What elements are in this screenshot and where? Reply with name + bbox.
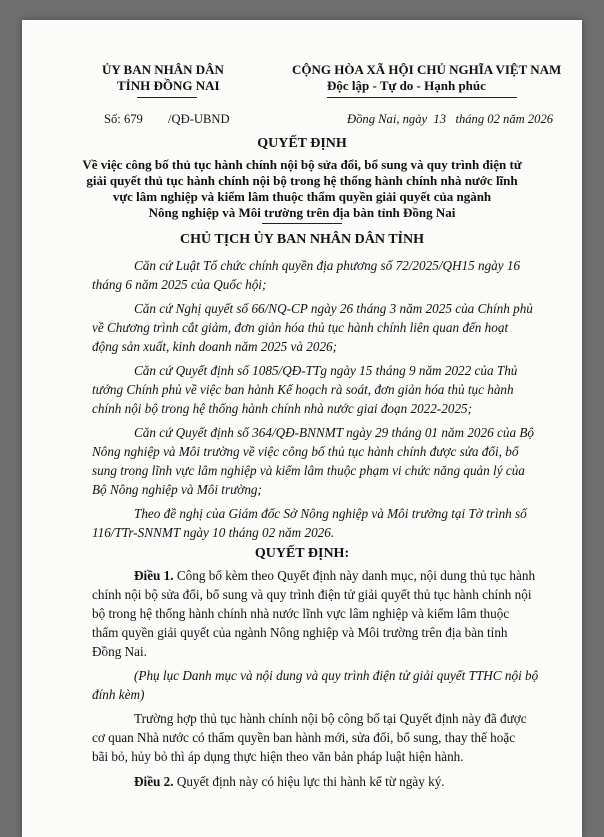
transition-line-1: Trường hợp thủ tục hành chính nội bộ công bố tại Quyết định này đã được — [134, 711, 527, 726]
basis-1-line-1: Căn cứ Luật Tổ chức chính quyền địa phương số 72/2025/QH15 ngày 16 — [134, 258, 521, 273]
doc-number — [104, 112, 230, 127]
subject-line-2: giải quyết thủ tục hành chính nội bộ trong hệ thống hành chính nhà nước lĩnh — [86, 173, 518, 188]
basis-4-line-3: sung trong lĩnh vực lâm nghiệp và kiểm lâm thuộc phạm vi chức năng quản lý của — [92, 463, 525, 478]
appendix-note-line-2: đính kèm) — [92, 687, 145, 702]
agency-underline — [137, 97, 197, 98]
decision-heading: QUYẾT ĐỊNH: — [254, 546, 350, 561]
basis-5-line-1: Theo đề nghị của Giám đốc Sở Nông nghiệp và Môi trường tại Tờ trình số — [134, 506, 527, 521]
article-1-line-3: bộ trong hệ thống hành chính nhà nước lĩnh vực lâm nghiệp và kiểm lâm thuộc — [92, 606, 510, 621]
basis-2-line-1: Căn cứ Nghị quyết số 66/NQ-CP ngày 26 tháng 3 năm 2025 của Chính phủ — [134, 301, 533, 316]
agency-line2: TỈNH ĐỒNG NAI — [117, 78, 220, 93]
basis-2-line-2: về Chương trình cắt giảm, đơn giản hóa thủ tục hành chính liên quan đến hoạt — [92, 320, 509, 335]
basis-2-line-3: động sản xuất, kinh doanh năm 2025 và 2026; — [92, 339, 338, 354]
basis-4-line-1: Căn cứ Quyết định số 364/QĐ-BNNMT ngày 29 tháng 01 năm 2026 của Bộ — [134, 425, 534, 440]
subject-line-4: Nông nghiệp và Môi trường trên địa bàn tỉnh Đồng Nai — [148, 205, 456, 220]
article-1-text: Công bố kèm theo Quyết định này danh mục, nội dung thủ tục hành — [173, 568, 536, 583]
subject-underline — [262, 223, 342, 224]
date-line: Đồng Nai, ngày 13 tháng 02 năm 2026 — [347, 112, 554, 126]
transition-line-3: bãi bỏ, hủy bỏ thì áp dụng thực hiện theo văn bản pháp luật hiện hành. — [92, 749, 464, 764]
motto-underline — [327, 97, 517, 98]
nation-name: CỘNG HÒA XÃ HỘI CHỦ NGHĨA VIỆT NAM — [292, 62, 562, 77]
appendix-note-line-1: (Phụ lục Danh mục và nội dung và quy trình điện tử giải quyết TTHC nội bộ — [134, 668, 539, 683]
decision-title: QUYẾT ĐỊNH — [257, 136, 347, 151]
article-1-line-4: thẩm quyền giải quyết của ngành Nông nghiệp và Môi trường trên địa bàn tỉnh — [92, 625, 508, 640]
article-2-label: Điều 2. — [134, 774, 174, 789]
article-1-line-2: chính nội bộ sửa đổi, bổ sung và quy trình điện tử giải quyết thủ tục hành chính nội — [92, 587, 532, 602]
subject-line-3: vực lâm nghiệp và kiểm lâm thuộc thẩm quyền giải quyết của ngành — [112, 189, 492, 204]
transition-line-2: cơ quan Nhà nước có thẩm quyền ban hành mới, sửa đổi, bổ sung, thay thế hoặc — [92, 730, 516, 745]
motto: Độc lập - Tự do - Hạnh phúc — [327, 78, 486, 93]
article-1-label: Điều 1. — [134, 568, 174, 583]
article-2 — [134, 774, 445, 790]
doc-number-label: Số: 679 — [104, 112, 143, 126]
subject-line-1: Về việc công bố thủ tục hành chính nội bộ sửa đổi, bổ sung và quy trình điện tử — [82, 157, 522, 172]
basis-3-line-2: tướng Chính phủ về việc ban hành Kế hoạch rà soát, đơn giản hóa thủ tục hành — [92, 382, 514, 397]
basis-3-line-1: Căn cứ Quyết định số 1085/QĐ-TTg ngày 15 tháng 9 năm 2022 của Thủ — [134, 363, 518, 378]
article-2-text: Quyết định này có hiệu lực thi hành kể từ ngày ký. — [173, 774, 445, 789]
agency-line1: ỦY BAN NHÂN DÂN — [102, 62, 224, 77]
doc-number-suffix: /QĐ-UBND — [168, 112, 230, 126]
basis-1-line-2: tháng 6 năm 2025 của Quốc hội; — [92, 277, 267, 292]
basis-5-line-2: 116/TTr-SNNMT ngày 10 tháng 02 năm 2026. — [92, 525, 335, 540]
article-1-line-1 — [134, 568, 535, 584]
authority-heading: CHỦ TỊCH ỦY BAN NHÂN DÂN TỈNH — [180, 232, 424, 247]
document-page — [22, 20, 582, 837]
basis-4-line-2: Nông nghiệp và Môi trường về việc công bố thủ tục hành chính được sửa đổi, bổ — [92, 444, 519, 459]
basis-3-line-3: chính nội bộ trong hệ thống hành chính nhà nước giai đoạn 2022-2025; — [92, 401, 473, 416]
article-1-line-5: Đồng Nai. — [92, 644, 147, 659]
basis-4-line-4: Bộ Nông nghiệp và Môi trường; — [92, 482, 262, 497]
